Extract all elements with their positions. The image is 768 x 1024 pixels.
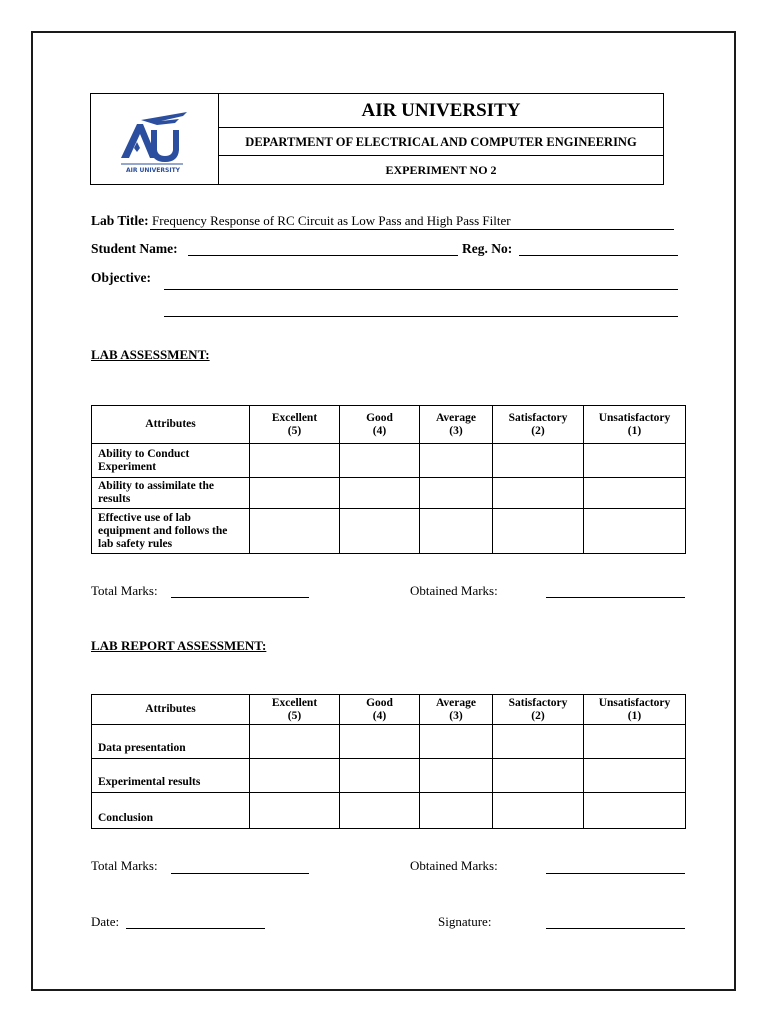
score-cell[interactable] [584, 793, 686, 829]
column-header-good: Good (4) [340, 406, 420, 444]
score-cell[interactable] [340, 444, 420, 478]
score-cell[interactable] [340, 478, 420, 509]
score-cell[interactable] [493, 725, 584, 759]
score-cell[interactable] [493, 793, 584, 829]
objective-label: Objective: [91, 270, 151, 285]
attribute-cell: Conclusion [92, 793, 250, 829]
column-header-good: Good (4) [340, 695, 420, 725]
column-header-excellent: Excellent (5) [250, 695, 340, 725]
report-obtained-marks-label: Obtained Marks: [410, 858, 498, 873]
table-row [92, 725, 686, 759]
signature-label: Signature: [438, 914, 492, 929]
score-cell[interactable] [493, 509, 584, 554]
column-header-satisfactory: Satisfactory (2) [493, 406, 584, 444]
score-cell[interactable] [420, 444, 493, 478]
score-cell[interactable] [584, 478, 686, 509]
table-row [92, 444, 686, 478]
table-row [92, 759, 686, 793]
lab-assessment-heading: LAB ASSESSMENT: [91, 347, 210, 362]
column-header-excellent: Excellent (5) [250, 406, 340, 444]
column-header-attributes: Attributes [92, 695, 250, 725]
column-header-satisfactory: Satisfactory (2) [493, 695, 584, 725]
lab-title-underline [150, 229, 674, 230]
student-name-label: Student Name: [91, 241, 178, 256]
attribute-cell: Experimental results [92, 759, 250, 793]
column-header-attributes: Attributes [92, 406, 250, 444]
student-name-blank[interactable] [188, 255, 458, 256]
report-assessment-table [91, 694, 686, 829]
logo-emblem-icon [91, 94, 219, 184]
table-header-row [92, 406, 686, 444]
lab-total-marks-blank[interactable] [171, 597, 309, 598]
score-cell[interactable] [420, 725, 493, 759]
score-cell[interactable] [340, 759, 420, 793]
score-cell[interactable] [250, 509, 340, 554]
date-blank[interactable] [126, 928, 265, 929]
score-cell[interactable] [584, 725, 686, 759]
lab-title-field [91, 213, 511, 229]
score-cell[interactable] [493, 759, 584, 793]
header-table [90, 93, 664, 185]
score-cell[interactable] [250, 725, 340, 759]
column-header-average: Average (3) [420, 406, 493, 444]
attribute-cell: Ability to Conduct Experiment [92, 444, 250, 478]
score-cell[interactable] [584, 759, 686, 793]
lab-obtained-marks-blank[interactable] [546, 597, 685, 598]
department-name: DEPARTMENT OF ELECTRICAL AND COMPUTER ENGINEERING [219, 128, 663, 156]
score-cell[interactable] [420, 759, 493, 793]
score-cell[interactable] [420, 478, 493, 509]
score-cell[interactable] [493, 444, 584, 478]
table-row [92, 509, 686, 554]
score-cell[interactable] [250, 759, 340, 793]
attribute-cell: Data presentation [92, 725, 250, 759]
column-header-unsatisfactory: Unsatisfactory (1) [584, 406, 686, 444]
column-header-unsatisfactory: Unsatisfactory (1) [584, 695, 686, 725]
experiment-number: EXPERIMENT NO 2 [385, 163, 497, 177]
score-cell[interactable] [340, 509, 420, 554]
signature-blank[interactable] [546, 928, 685, 929]
score-cell[interactable] [340, 725, 420, 759]
score-cell[interactable] [250, 444, 340, 478]
report-obtained-marks-blank[interactable] [546, 873, 685, 874]
objective-blank-1[interactable] [164, 289, 678, 290]
report-assessment-heading: LAB REPORT ASSESSMENT: [91, 638, 267, 653]
lab-total-marks-label: Total Marks: [91, 583, 158, 598]
score-cell[interactable] [250, 793, 340, 829]
objective-blank-2[interactable] [164, 316, 678, 317]
lab-title-label: Lab Title: [91, 213, 149, 228]
lab-title-value: Frequency Response of RC Circuit as Low Pass and High Pass Filter [152, 213, 511, 228]
score-cell[interactable] [584, 444, 686, 478]
score-cell[interactable] [420, 509, 493, 554]
column-header-average: Average (3) [420, 695, 493, 725]
lab-obtained-marks-label: Obtained Marks: [410, 583, 498, 598]
score-cell[interactable] [493, 478, 584, 509]
score-cell[interactable] [420, 793, 493, 829]
report-total-marks-blank[interactable] [171, 873, 309, 874]
reg-no-blank[interactable] [519, 255, 678, 256]
attribute-cell: Effective use of lab equipment and follows the lab safety rules [92, 509, 250, 554]
score-cell[interactable] [340, 793, 420, 829]
attribute-cell: Ability to assimilate the results [92, 478, 250, 509]
date-label: Date: [91, 914, 120, 929]
report-total-marks-label: Total Marks: [91, 858, 158, 873]
air-university-logo [91, 94, 219, 184]
logo-caption: AIR UNIVERSITY [125, 167, 181, 174]
table-row [92, 478, 686, 509]
lab-assessment-table [91, 405, 686, 554]
score-cell[interactable] [584, 509, 686, 554]
table-header-row [92, 695, 686, 725]
score-cell[interactable] [250, 478, 340, 509]
university-name: AIR UNIVERSITY [219, 94, 663, 128]
reg-no-label: Reg. No: [462, 241, 513, 256]
table-row [92, 793, 686, 829]
